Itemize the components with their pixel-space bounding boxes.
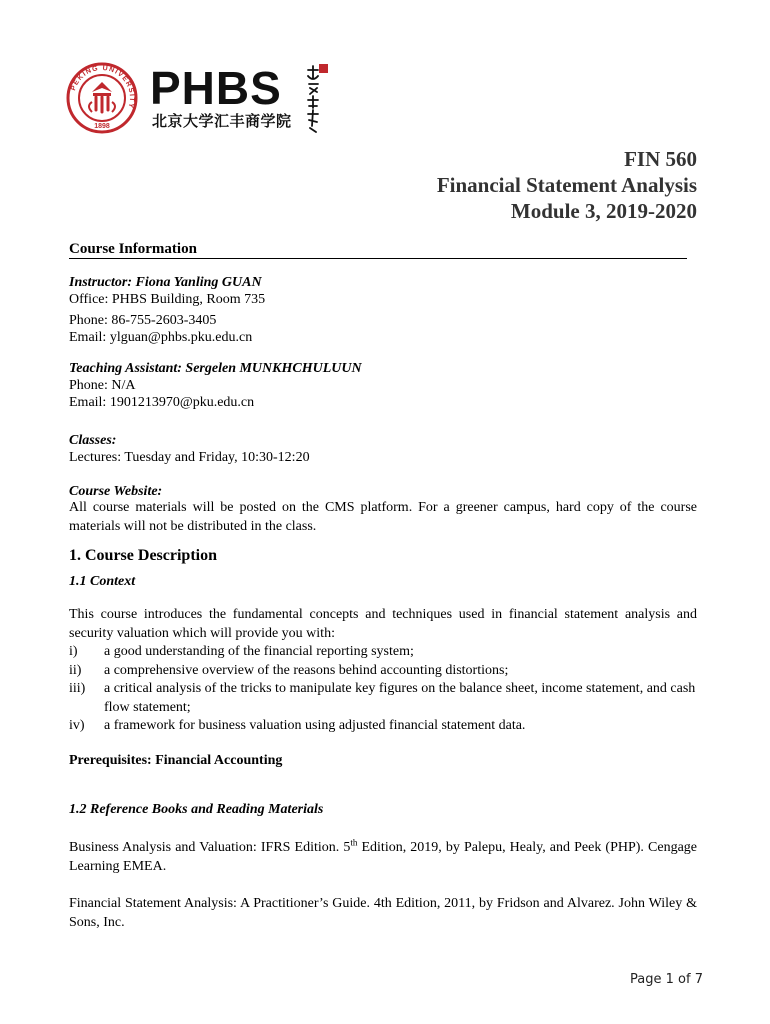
instructor-office: Office: PHBS Building, Room 735 <box>69 292 266 307</box>
seal-ring-text: PEKING UNIVERSITY <box>70 64 136 110</box>
list-marker: iii) <box>69 681 86 696</box>
peking-university-seal <box>66 62 138 134</box>
brand-name: PHBS <box>150 62 282 114</box>
course-info-heading: Course Information <box>69 241 197 257</box>
instructor-name: Instructor: Fiona Yanling GUAN <box>69 275 262 290</box>
ta-email: Email: 1901213970@pku.edu.cn <box>69 395 255 410</box>
course-code: FIN 560 <box>624 147 697 171</box>
course-name: Financial Statement Analysis <box>436 173 697 197</box>
list-item <box>69 680 699 717</box>
reference-1 <box>69 839 697 876</box>
context-heading: 1.1 Context <box>69 574 136 589</box>
ta-name: Teaching Assistant: Sergelen MUNKHCHULUUN <box>69 361 362 376</box>
list-item-text: a comprehensive overview of the reasons behind accounting distortions; <box>104 662 509 678</box>
reference-1-title: Business Analysis and Valuation: IFRS Edition. 5 <box>69 840 351 855</box>
brand-chinese-name: 北京大学汇丰商学院 <box>152 112 292 130</box>
objectives-list <box>69 643 699 736</box>
list-item <box>69 643 699 662</box>
list-marker: ii) <box>69 662 82 678</box>
list-item <box>69 662 699 681</box>
website-label: Course Website: <box>69 484 163 499</box>
course-intro: This course introduces the fundamental concepts and techniques used in financial statement analysis and security valuation which will provide you with: <box>69 607 697 641</box>
page-number: Page 1 of 7 <box>630 972 703 987</box>
list-marker: iv) <box>69 718 85 733</box>
list-item-text: a framework for business valuation using adjusted financial statement data. <box>104 718 526 733</box>
list-marker: i) <box>69 644 78 659</box>
seal-year: 1898 <box>94 123 110 130</box>
ta-phone: Phone: N/A <box>69 378 136 393</box>
calligraphy-mark <box>304 62 332 134</box>
instructor-phone: Phone: 86-755-2603-3405 <box>69 313 217 328</box>
course-title-block <box>437 146 697 224</box>
classes-schedule: Lectures: Tuesday and Friday, 10:30-12:20 <box>69 450 310 465</box>
list-item-text: a good understanding of the financial reporting system; <box>104 644 414 659</box>
references-heading: 1.2 Reference Books and Reading Materials <box>69 802 324 817</box>
phbs-logo <box>66 62 356 138</box>
classes-label: Classes: <box>69 433 117 448</box>
reference-1-superscript: th <box>350 837 358 848</box>
reference-2: Financial Statement Analysis: A Practitioner’s Guide. 4th Edition, 2011, by Fridson and Alvarez. John Wiley & Sons, Inc. <box>69 896 697 930</box>
heading-rule <box>69 258 687 259</box>
course-term: Module 3, 2019-2020 <box>510 199 697 223</box>
instructor-email: Email: ylguan@phbs.pku.edu.cn <box>69 330 253 345</box>
website-text: All course materials will be posted on the CMS platform. For a greener campus, hard copy of the course materials will not be distributed in the class. <box>69 500 697 534</box>
reference-1-details: Edition, 2019, by Palepu, Healy, and Peek (PHP). Cengage Learning EMEA. <box>69 840 697 874</box>
list-item-text: a critical analysis of the tricks to manipulate key figures on the balance sheet, income statement, and cash flow statement; <box>104 681 696 715</box>
prerequisites: Prerequisites: Financial Accounting <box>69 753 283 768</box>
list-item <box>69 717 699 736</box>
section-1-heading: 1. Course Description <box>69 547 217 564</box>
